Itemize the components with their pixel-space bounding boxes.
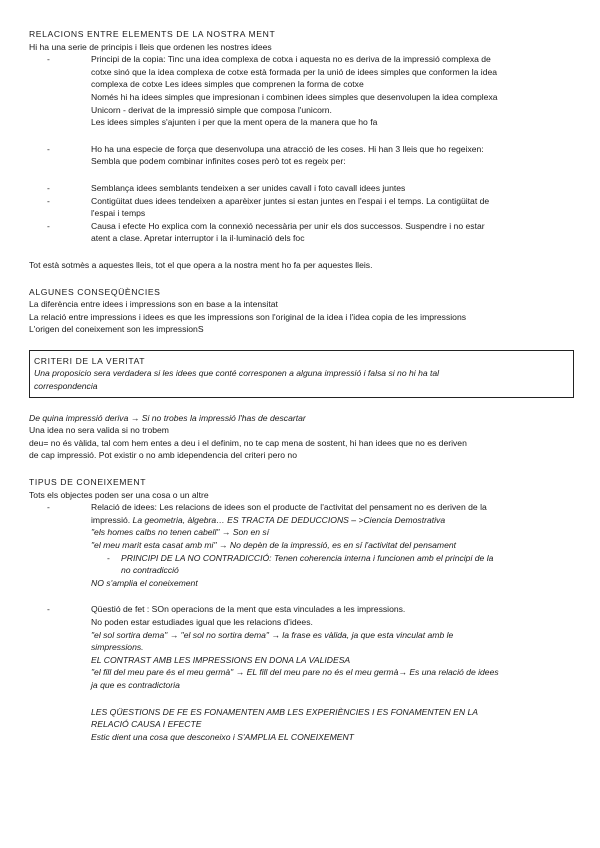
text-line: "el meu marit esta casat amb mi" → No depèn de la impressió, es en sí l'activitat del pensament bbox=[91, 540, 457, 550]
bullet-dash: - bbox=[47, 220, 50, 231]
list-item-causa bbox=[29, 220, 574, 245]
text-line: cotxe sinó que la idea complexa de cotxe està formada per la unió de idees simples que conformen la idea bbox=[91, 66, 498, 77]
text-line: Qüestió de fet : SOn operacions de la ment que esta vinculades a les impressions. bbox=[91, 604, 406, 615]
text-line: Contigüitat dues idees tendeixen a aparèixer juntes si estan juntes en l'espai i el temps. La contigüitat de bbox=[91, 195, 490, 206]
text-line: EL CONTRAST AMB LES IMPRESSIONS EN DONA LA VALIDESA bbox=[91, 654, 351, 665]
list-item-relacio-idees bbox=[29, 501, 574, 551]
text-line: Sembla que podem combinar infinites coses però tot es regeix per: bbox=[91, 156, 346, 167]
bullet-dash: - bbox=[47, 54, 50, 65]
text-line: De quina impressió deriva → Si no trobes la impressió l'has de descartar bbox=[29, 412, 306, 423]
text-line: no contradicció bbox=[121, 565, 179, 576]
document-page bbox=[29, 28, 574, 743]
list-item-semblanca bbox=[29, 182, 574, 195]
bullet-dash: - bbox=[47, 182, 50, 193]
summary-paragraph: Tot està sotmès a aquestes lleis, tot el que opera a la nostra ment ho fa per aquestes lleis. bbox=[29, 259, 373, 270]
text-line: deu= no és vàlida, tal com hem entes a deu i el definim, no te cap mena de sostent, hi han idees que no es deriven bbox=[29, 437, 467, 448]
text-line: atent a clase. Apretar interruptor i la il·luminació dels foc bbox=[91, 233, 305, 244]
text-line: ja que es contradictoria bbox=[91, 679, 180, 690]
text-line: LES QÜESTIONS DE FE ES FONAMENTEN AMB LES EXPERIÈNCIES I ES FONAMENTEN EN LA bbox=[91, 706, 478, 717]
text-line: Una idea no sera valida si no trobem bbox=[29, 425, 169, 436]
text-line: PRINCIPI DE LA NO CONTRADICCIÓ: Tenen coherencia interna i funcionen amb el principi de la bbox=[121, 552, 494, 563]
text-line: Causa i efecte Ho explica com la connexió necessària per unir els dos successos. Suspendre i no estar bbox=[91, 220, 485, 231]
text-line: Ho ha una especie de força que desenvolupa una atracció de les coses. Hi han 3 lleis que ho regeixen: bbox=[91, 143, 484, 154]
section-heading-relacions: RELACIONS ENTRE ELEMENTS DE LA NOSTRA MENT bbox=[29, 29, 276, 39]
list-item-forca bbox=[29, 143, 574, 168]
text-line: Les idees simples s'ajunten i per que la ment opera de la manera que ho fa bbox=[91, 117, 378, 128]
text-line: "els homes calbs no tenen cabell" → Son en sí bbox=[91, 527, 270, 538]
text-line: "el fill del meu pare és el meu germà" → EL fill del meu pare no és el meu germà→ Es una relació de idees bbox=[91, 667, 499, 678]
bullet-dash: - bbox=[107, 552, 110, 563]
text-line: Relació de idees: Les relacions de idees son el producte de l'activitat del pensament no es deriven de la bbox=[91, 502, 487, 513]
list-item-contiguitat bbox=[29, 195, 574, 220]
text-line: complexa de cotxe Les idees simples que comprenen la forma de cotxe bbox=[91, 79, 364, 90]
text-line: de cap impressió. Pot existir o no amb idependencia del criteri pero no bbox=[29, 450, 297, 461]
bullet-dash: - bbox=[47, 604, 50, 615]
text-line: RELACIÓ CAUSA I EFECTE bbox=[91, 719, 202, 730]
text-line: La relació entre impressions i idees es que les impressions son l'original de la idea i l'idea copia de les impressions bbox=[29, 311, 467, 322]
text-line: "el sol sortira dema" → "el sol no sortira dema" → la frase es vàlida, ja que esta vinculat amb le bbox=[91, 629, 454, 640]
bullet-dash: - bbox=[47, 502, 50, 513]
bullet-dash: - bbox=[47, 143, 50, 154]
text-line: impressió. La geometria, àlgebra… ES TRACTA DE DEDUCCIONS – >Ciencia Demostrativa bbox=[91, 514, 446, 525]
text-line: La diferència entre idees i impressions son en base a la intensitat bbox=[29, 299, 278, 310]
section-heading-consequencies: ALGUNES CONSEQÜÈNCIES bbox=[29, 286, 161, 297]
box-title: CRITERI DE LA VERITAT bbox=[34, 355, 146, 366]
text-line: Tots els objectes poden ser una cosa o un altre bbox=[29, 489, 209, 500]
text-line: No poden estar estudiades igual que les relacions d'idees. bbox=[91, 616, 313, 627]
section-heading-tipus: TIPUS DE CONEIXEMENT bbox=[29, 477, 147, 488]
text-line: Només hi ha idees simples que impresionan i combinen idees simples que desenvolupen la idea complexa bbox=[91, 91, 498, 102]
text-line: NO s'amplia el coneixement bbox=[91, 577, 198, 588]
bullet-dash: - bbox=[47, 195, 50, 206]
text-line: Una proposicio sera verdadera si les idees que conté corresponen a alguna impressió i falsa si no hi ha tal bbox=[34, 368, 440, 379]
text-line: Semblança idees semblants tendeixen a ser unides cavall i foto cavall idees juntes bbox=[91, 182, 406, 193]
text-line: Principi de la copia: Tinc una idea complexa de cotxa i aquesta no es deriva de la impressió complexa de bbox=[91, 54, 491, 65]
sub-list-item-pnc bbox=[29, 552, 574, 577]
paragraph: Hi ha una serie de principis i lleis que ordenen les nostres idees bbox=[29, 41, 272, 52]
text-line: Unicorn - derivat de la impressió simple que composa l'unicorn. bbox=[91, 104, 332, 115]
text-line: L'origen del coneixement son les impressionS bbox=[29, 324, 204, 335]
text-line: l'espai i temps bbox=[91, 208, 146, 219]
criteri-box bbox=[29, 350, 574, 398]
text-line: correspondencia bbox=[34, 381, 98, 392]
text-line: simpressions. bbox=[91, 642, 144, 653]
text-line: Estic dient una cosa que desconeixo i S'AMPLIA EL CONEIXEMENT bbox=[91, 731, 354, 742]
list-item-copia bbox=[29, 53, 574, 129]
list-item-questio-fet bbox=[29, 603, 574, 743]
